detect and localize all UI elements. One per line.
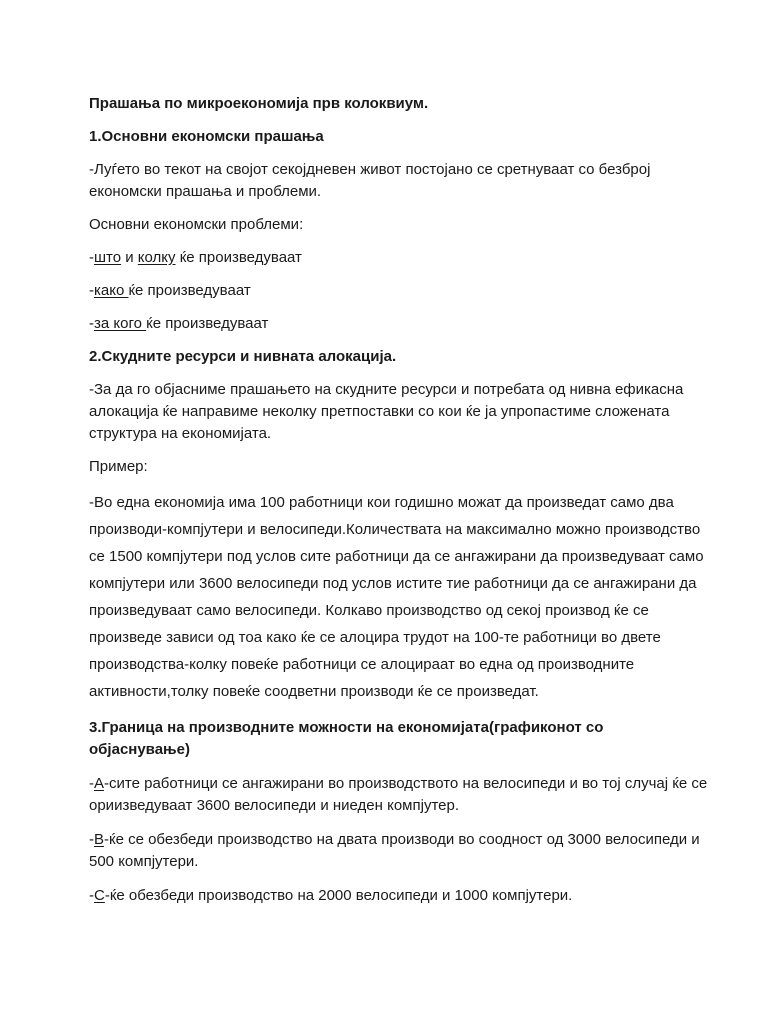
- item-dash: -: [89, 831, 94, 848]
- point-c-text: -ќе обезбеди производство на 2000 велосипеди и 1000 компјутери.: [104, 887, 573, 904]
- item-rest: ќе произведуваат: [146, 315, 269, 332]
- underlined-word-what: што: [94, 249, 122, 266]
- section-1-paragraph-1: -Луѓето во текот на својот секојдневен живот постојано се сретнуваат со безброј економски прашања и проблеми.: [89, 161, 651, 200]
- item-dash: -: [89, 249, 94, 266]
- item-connector: и: [121, 249, 138, 266]
- item-dash: -: [89, 315, 94, 332]
- point-a-paragraph: [89, 773, 708, 817]
- point-a-letter: А: [94, 775, 105, 792]
- point-b-letter: В: [94, 831, 105, 848]
- underlined-word-for-whom: за кого: [94, 315, 147, 332]
- underlined-word-how: како: [94, 282, 129, 299]
- item-rest: ќе произведуваат: [175, 249, 302, 266]
- item-rest: ќе произведуваат: [128, 282, 251, 299]
- section-2-example-label: Пример:: [89, 458, 148, 475]
- item-dash: -: [89, 887, 94, 904]
- underlined-word-how-much: колку: [137, 249, 176, 266]
- problem-item-what-how-much: [89, 247, 708, 269]
- section-2-example-paragraph: -Во една економија има 100 работници кои годишно можат да произведат само два производи-компјутери и велосипеди.Количествата на максимално можно производство се 1500 компјутери под услов сите работници да се ангажирани да произведуваат само компјутери или 3600 велосипеди под услов истите тие работници да се ангажирани да произведуваат само велосипеди. Колкаво производство од секој производ ќе се произведе зависи од тоа како ќе се алоцира трудот на 100-те работници во двете производства-колку повеќе работници се алоцираат во една од производните активности,толку повеќе соодветни производи ќе се произведат.: [89, 494, 704, 700]
- section-3-heading: 3.Граница на производните можности на економијата(графиконот со објаснување): [89, 719, 604, 758]
- point-c-paragraph: [89, 885, 708, 907]
- section-2-heading: 2.Скудните ресурси и нивната алокација.: [89, 348, 397, 365]
- section-2-paragraph-1: -За да го објасниме прашањето на скудните ресурси и потребата од нивна ефикасна алокација ќе направиме неколку претпоставки со кои ќе ја упропастиме сложената структура на економијата.: [89, 381, 684, 442]
- section-1-paragraph-2: Основни економски проблеми:: [89, 216, 304, 233]
- problem-item-for-whom: [89, 313, 708, 335]
- point-c-letter: С: [94, 887, 105, 904]
- item-dash: -: [89, 775, 94, 792]
- item-dash: -: [89, 282, 94, 299]
- point-b-text: -ќе се обезбеди производство на двата производи во соодност од 3000 велосипеди и 500 компјутери.: [89, 831, 700, 870]
- problem-item-how: [89, 280, 708, 302]
- section-1-heading: 1.Основни економски прашања: [89, 128, 324, 145]
- point-b-paragraph: [89, 829, 708, 873]
- document-title: Прашања по микроекономија прв колоквиум.: [89, 95, 429, 112]
- point-a-text: -сите работници се ангажирани во производството на велосипеди и во тој случај ќе се ориизведуваат 3600 велосипеди и ниеден компјутер.: [89, 775, 708, 814]
